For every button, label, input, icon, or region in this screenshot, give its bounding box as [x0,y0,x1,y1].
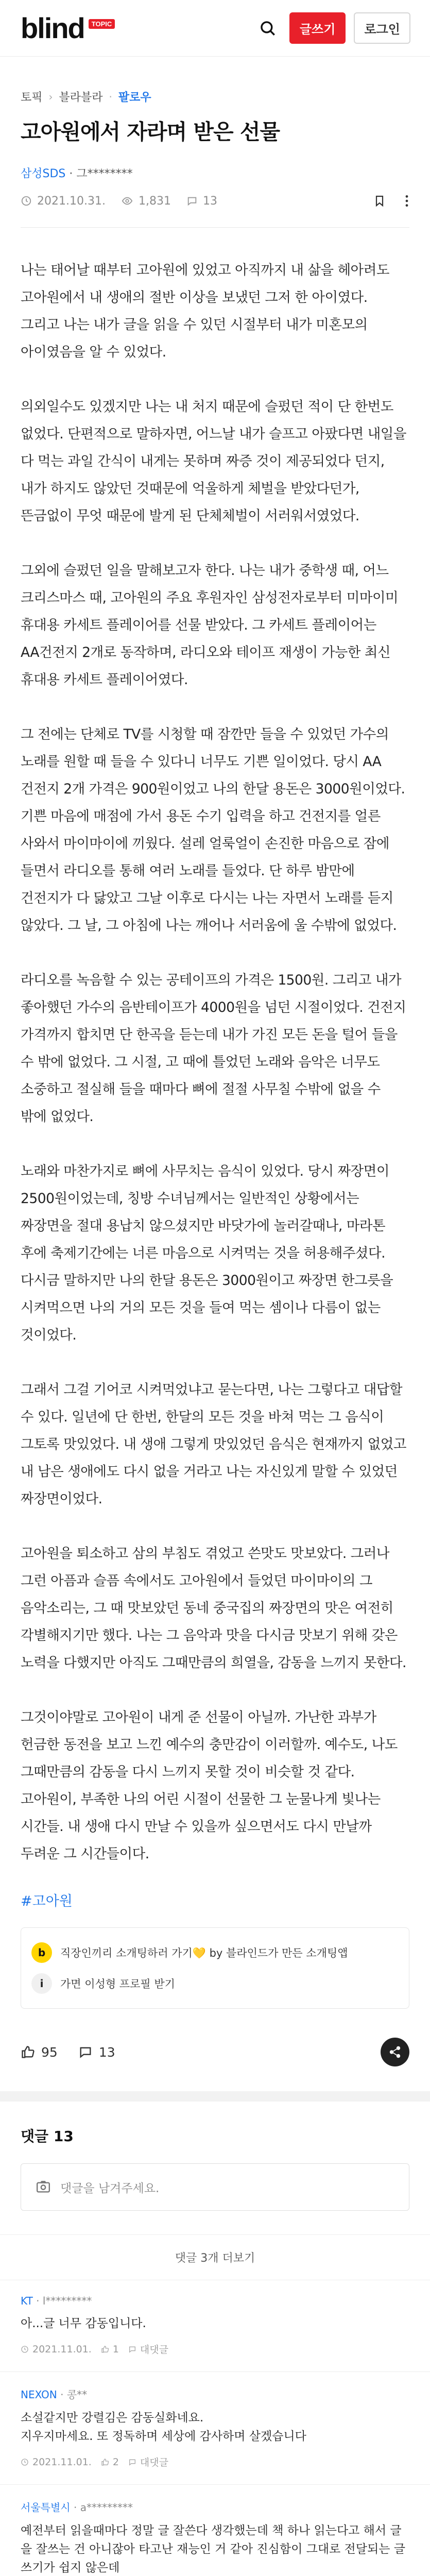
comment-author[interactable] [21,2295,409,2307]
comment-author-name: 콩** [66,2388,88,2401]
post-title: 고아원에서 자라며 받은 선물 [21,120,280,144]
recommendation-item[interactable] [31,1937,399,1968]
logo-text: blind [21,11,84,44]
breadcrumb-board[interactable]: 블라블라 [59,91,103,104]
follow-button[interactable]: 팔로우 [118,91,151,104]
top-actions [254,12,410,44]
breadcrumb [0,57,430,105]
comment-company: KT [21,2295,33,2308]
comment-like-button[interactable] [101,2456,119,2468]
comment-meta [21,2455,409,2469]
dot-separator: · [109,90,112,103]
clock-icon [21,2345,29,2353]
post-author[interactable] [0,146,430,181]
comment-count: 13 [98,2044,115,2060]
views-text: 1,831 [138,194,171,208]
post-paragraph: 그래서 그걸 기어코 시켜먹었냐고 묻는다면, 나는 그렇다고 대답할 수 있다. 일년에 단 한번, 한달의 모든 것을 바쳐 먹는 그 음식이 그토록 맛있었다. 내 생애 그렇게 맛있었던 음식은 현재까지 없었고 내 남은 생애에도 다시 없을 거라고 나는 자신있게 말할 수 있었던 짜장면이었다. [21,1382,406,1507]
recommendation-text: 직장인끼리 소개팅하러 가기💛 by 블라인드가 만든 소개팅앱 [60,1947,348,1960]
reply-button[interactable] [128,2455,168,2469]
more-comments-button[interactable]: 댓글 3개 더보기 [0,2234,430,2280]
post-paragraph: 고아원을 퇴소하고 삼의 부침도 겪었고 쓴맛도 맛보았다. 그러나 그런 아픔과 슬픔 속에서도 고아원에서 들었던 마이마이의 그 음악소리는, 그 때 맛보았던 동네 중국집의 짜장면의 맛은 여전히 각별해지기만 했다. 나는 그 음악과 맛을 다시금 맛보기 위해 갖은 노력을 다했지만 아직도 그때만큼의 희열을, 감동을 느끼지 못한다. [21,1546,406,1671]
recommendation-item[interactable] [31,1968,399,1999]
chevron-right-icon: › [48,90,53,103]
reply-button[interactable] [128,2342,168,2356]
reply-icon [128,2458,136,2466]
comment-separator: · [36,2295,43,2308]
post-paragraph: 노래와 마찬가지로 뼈에 사무치는 음식이 있었다. 당시 짜장면이 2500원이었는데, 칭방 수녀님께서는 일반적인 상황에서는 짜장면을 절대 용납치 않으셨지만 바닷가에 놀러갈때나, 마라톤 후에 축제기간에는 너른 마음으로 시켜먹는 것을 허용해주셨다. 다시금 말하지만 나의 한달 용돈은 3000원이고 짜장면 한그릇을 시켜먹으면 나의 거의 모든 것을 들여 먹는 셈이나 다름이 없는 것이었다. [21,1163,393,1344]
blind-date-icon: b [31,1942,52,1963]
comment-like-count: 2 [112,2456,119,2468]
comment-date-text: 2021.11.01. [32,2343,92,2355]
post-paragraph: 라디오를 녹음할 수 있는 공테이프의 가격은 1500원. 그리고 내가 좋아했던 가수의 음반테이프가 4000원을 넘던 시절이었다. 건전지 가격까지 합치면 단 한곡을 듣는데 내가 가진 모든 돈을 털어 들을 수 밖에 없었다. 그 시절, 고 때에 틀었던 노래와 음악은 너무도 소중하고 절실해 들을 때마다 뼈에 절절 사무칠 수밖에 없을 수 밖에 없었다. [21,972,406,1125]
clock-icon [21,2458,29,2466]
comment-author-name: l********* [42,2295,92,2308]
comment-text: 아...글 너무 감동입니다. [21,2317,146,2331]
comment-separator: · [73,2501,80,2514]
post-views [121,195,171,208]
post-paragraph: 그외에 슬펐던 일을 말해보고자 한다. 나는 내가 중학생 때, 어느 크리스마스 때, 고아원의 주요 후원자인 삼성전자로부터 미마이미 휴대용 카세트 플레이어를 선물 받았다. 그 카세트 플레이어는 AA건전지 2개로 동작하며, 라디오와 테이프 재생이 가능한 최신 휴대용 카세트 플레이어였다. [21,563,399,688]
share-icon [388,2045,402,2059]
post-date [21,195,106,208]
info-icon: i [31,1973,52,1994]
comment-icon [78,2045,93,2059]
comment-icon [186,195,198,207]
comment-item [0,2280,430,2372]
comment-meta [21,2342,409,2356]
author-name: 그******** [76,167,133,181]
comment-item [0,2372,430,2485]
breadcrumb-topic[interactable]: 토픽 [21,91,43,104]
login-button[interactable]: 로그인 [354,12,410,44]
reply-label: 대댓글 [140,2457,168,2469]
reply-label: 대댓글 [140,2344,168,2356]
post-paragraph: 나는 태어날 때부터 고아원에 있었고 아직까지 내 삶을 헤아려도 고아원에서 내 생애의 절반 이상을 보냈던 그저 한 아이였다. 그리고 나는 내가 글을 읽을 수 있던 시절부터 내가 미혼모의 아이였음을 알 수 있었다. [21,262,389,361]
post-tag[interactable]: #고아원 [21,1893,73,1910]
comment-date-text: 2021.11.01. [32,2456,92,2468]
share-button[interactable] [381,2038,409,2066]
thumbs-up-icon [21,2045,35,2059]
post-tools [373,194,409,208]
comment-date [21,2344,92,2355]
comment-input[interactable] [21,2163,409,2211]
image-icon[interactable] [36,2180,51,2194]
comment-text: 소설같지만 강렬김은 감동실화네요. 지우지마세요. 또 정독하며 세상에 감사하며 살겠습니다 [21,2411,306,2444]
bookmark-icon[interactable] [373,194,386,208]
write-button[interactable]: 글쓰기 [289,12,346,44]
comment-count-text: 13 [202,194,217,208]
comment-button[interactable] [78,2045,115,2060]
comment-text: 예전부터 읽을때마다 정말 글 잘쓴다 생각했는데 책 하나 읽는다고 해서 글을 잘쓰는 건 아니잖아 타고난 재능인 거 같아 진심함이 그대로 전달되는 글쓰기가 쉽지 않은데 [21,2524,405,2575]
post-paragraph: 그것이야말로 고아원이 내게 준 선물이 아닐까. 가난한 과부가 헌금한 동전을 보고 느낀 예수의 충만감이 이러할까. 예수도, 나도 그때만큼의 감동을 다시 느끼지 못할 것이 비슷할 것 같다. 고아원이, 부족한 나의 어린 시절이 선물한 그 눈물나게 빛나는 시간들. 내 생애 다시 만날 수 있을까 싶으면서도 다시 만날까 두려운 그 시간들이다. [21,1709,398,1862]
comment-company: 서울특별시 [21,2501,71,2514]
like-button[interactable] [21,2045,58,2060]
more-vertical-icon[interactable] [404,194,409,208]
comment-placeholder: 댓글을 남겨주세요. [60,2181,160,2195]
post-actions [0,2009,430,2091]
author-separator: · [69,167,77,181]
comment-author[interactable] [21,2499,409,2514]
comments-section [0,2102,430,2576]
comment-separator: · [60,2388,67,2401]
thumbs-up-icon [101,2458,109,2466]
top-bar [0,0,430,57]
post-paragraph: 그 전에는 단체로 TV를 시청할 때 잠깐만 들을 수 있었던 가수의 노래를 원할 때 들을 수 있다니 너무도 기쁜 일이었다. 당시 AA 건전지 2개 가격은 900원이었고 나의 한달 용돈은 3000원이었다. 기쁜 마음에 매점에 가서 용돈 수기 입력을 하고 건전지를 얼른 사와서 마이마이에 끼웠다. 설레 얼룩얼이 손진한 마음으로 잠에 들면서 라디오를 통해 여러 노래를 들었다. 단 하루 밤만에 건전지가 다 닳았고 그날 이후로 다시는 나는 자면서 노래를 듣지 않았다. 그 날, 그 아침에 나는 깨어나 서러움에 울 수밖에 없었다. [21,726,405,934]
comment-author[interactable] [21,2386,409,2401]
logo-badge: TOPIC [89,19,115,29]
section-divider [0,2091,430,2102]
reply-icon [128,2345,136,2353]
thumbs-up-icon [101,2345,109,2353]
blind-logo[interactable] [21,11,115,44]
post-paragraph: 의외일수도 있겠지만 나는 내 처지 때문에 슬펐던 적이 단 한번도 없었다. 단편적으로 말하자면, 어느날 내가 슬프고 아팠다면 내일을 다 먹는 과일 간식이 내게는 못하며 짜증 것이 제공되었다 던지, 내가 하지도 않았던 것때문에 억울하게 체벌을 받았다던가, 뜬금없이 무엇 때문에 발게 된 단체체벌이 서러워서였었다. [21,399,406,524]
comment-author-name: a********* [80,2501,133,2514]
recommendation-text: 가면 이성형 프로필 받기 [60,1978,175,1991]
post-meta [21,194,409,228]
comment-date [21,2456,92,2468]
comment-like-count: 1 [112,2343,119,2355]
search-button[interactable] [254,15,281,42]
clock-icon [21,195,32,207]
search-icon [259,20,277,37]
comment-company: NEXON [21,2388,57,2401]
comment-like-button[interactable] [101,2344,119,2355]
comments-title: 댓글 13 [21,2128,74,2145]
author-company[interactable]: 삼성SDS [21,167,66,181]
date-text: 2021.10.31. [37,194,106,208]
like-count: 95 [41,2044,58,2060]
comment-item [0,2485,430,2576]
recommendation-box [21,1927,409,2009]
post-body [0,228,430,1910]
post-comment-count [186,195,217,208]
eye-icon [121,195,133,207]
